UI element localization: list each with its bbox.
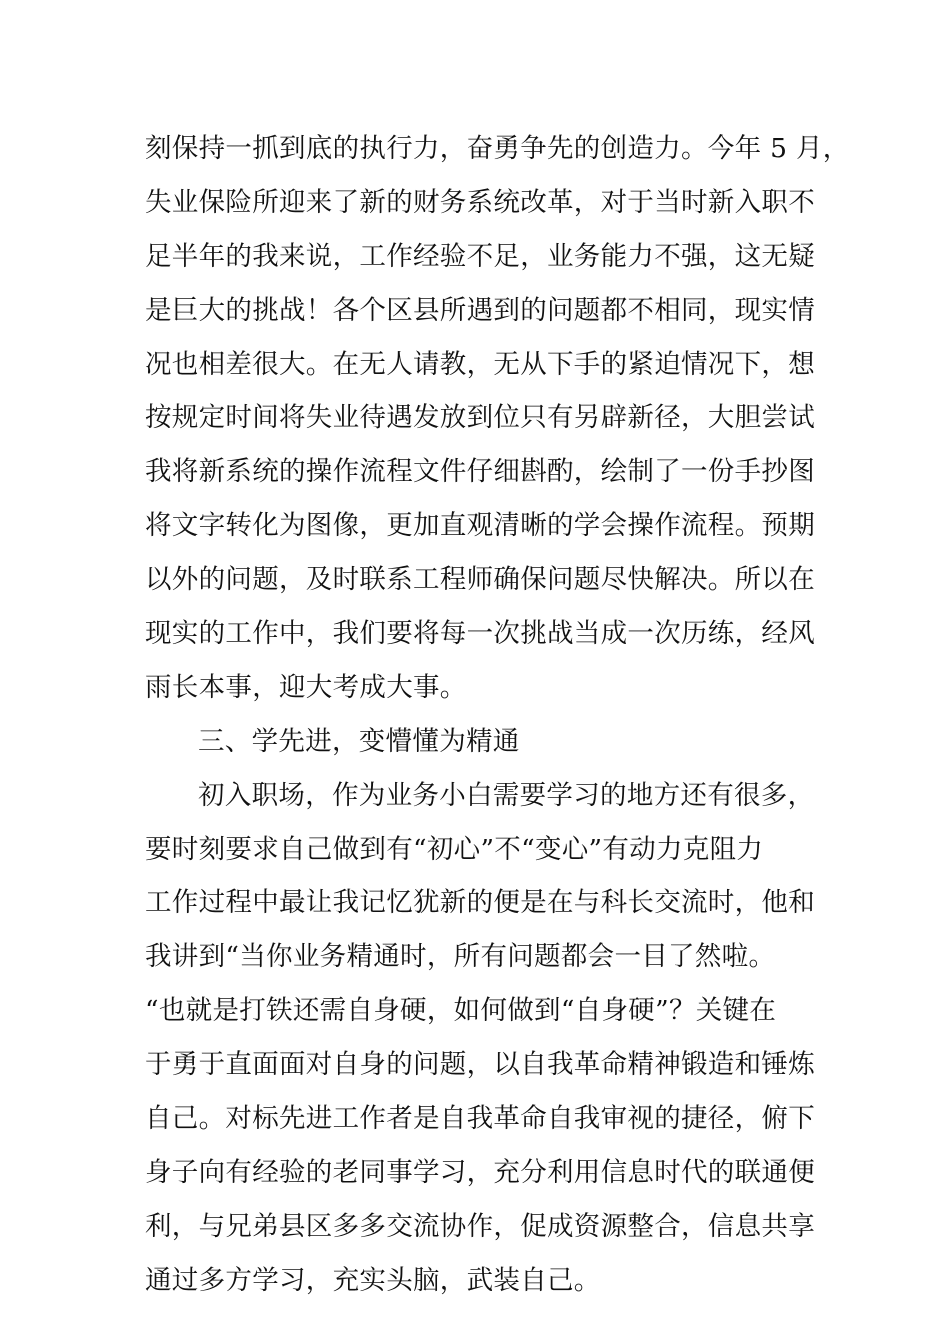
text-line: 身子向有经验的老同事学习，充分利用信息时代的联通便 xyxy=(145,1156,815,1188)
text-line: 自己。对标先进工作者是自我革命自我审视的捷径，俯下 xyxy=(145,1103,815,1135)
text-line: 以外的问题，及时联系工程师确保问题尽快解决。所以在 xyxy=(145,564,815,596)
section-heading: 三、学先进，变懵懂为精通 xyxy=(198,725,520,757)
text-line: 要时刻要求自己做到有“初心”不“变心”有动力克阻力 xyxy=(145,833,764,865)
text-line: 于勇于直面面对自身的问题，以自我革命精神锻造和锤炼 xyxy=(145,1049,815,1081)
text-line: 雨长本事，迎大考成大事。 xyxy=(145,671,467,703)
text-line: 工作过程中最让我记忆犹新的便是在与科长交流时，他和 xyxy=(145,887,815,919)
text-line: 况也相差很大。在无人请教，无从下手的紧迫情况下，想 xyxy=(145,348,815,380)
text-line: 利，与兄弟县区多多交流协作，促成资源整合，信息共享 xyxy=(145,1210,815,1242)
body-text xyxy=(145,129,850,1315)
text-line: 将文字转化为图像，更加直观清晰的学会操作流程。预期 xyxy=(145,510,815,542)
text-line: 足半年的我来说，工作经验不足，业务能力不强，这无疑 xyxy=(145,240,815,272)
text-line: “也就是打铁还需自身硬，如何做到“自身硬”？关键在 xyxy=(145,995,777,1027)
text-line: 我将新系统的操作流程文件仔细斟酌，绘制了一份手抄图 xyxy=(145,456,815,488)
text-line: 刻保持一抓到底的执行力，奋勇争先的创造力。今年 5 月， xyxy=(145,133,850,164)
text-line: 是巨大的挑战！各个区县所遇到的问题都不相同，现实情 xyxy=(145,294,815,326)
text-line: 现实的工作中，我们要将每一次挑战当成一次历练，经风 xyxy=(145,618,815,650)
text-line: 失业保险所迎来了新的财务系统改革，对于当时新入职不 xyxy=(145,186,815,218)
text-line: 我讲到“当你业务精通时，所有问题都会一目了然啦。 xyxy=(145,941,776,973)
text-line: 通过多方学习，充实头脑，武装自己。 xyxy=(145,1264,601,1296)
text-line: 按规定时间将失业待遇发放到位只有另辟新径，大胆尝试 xyxy=(145,402,815,434)
text-line: 初入职场，作为业务小白需要学习的地方还有很多， xyxy=(198,779,815,811)
